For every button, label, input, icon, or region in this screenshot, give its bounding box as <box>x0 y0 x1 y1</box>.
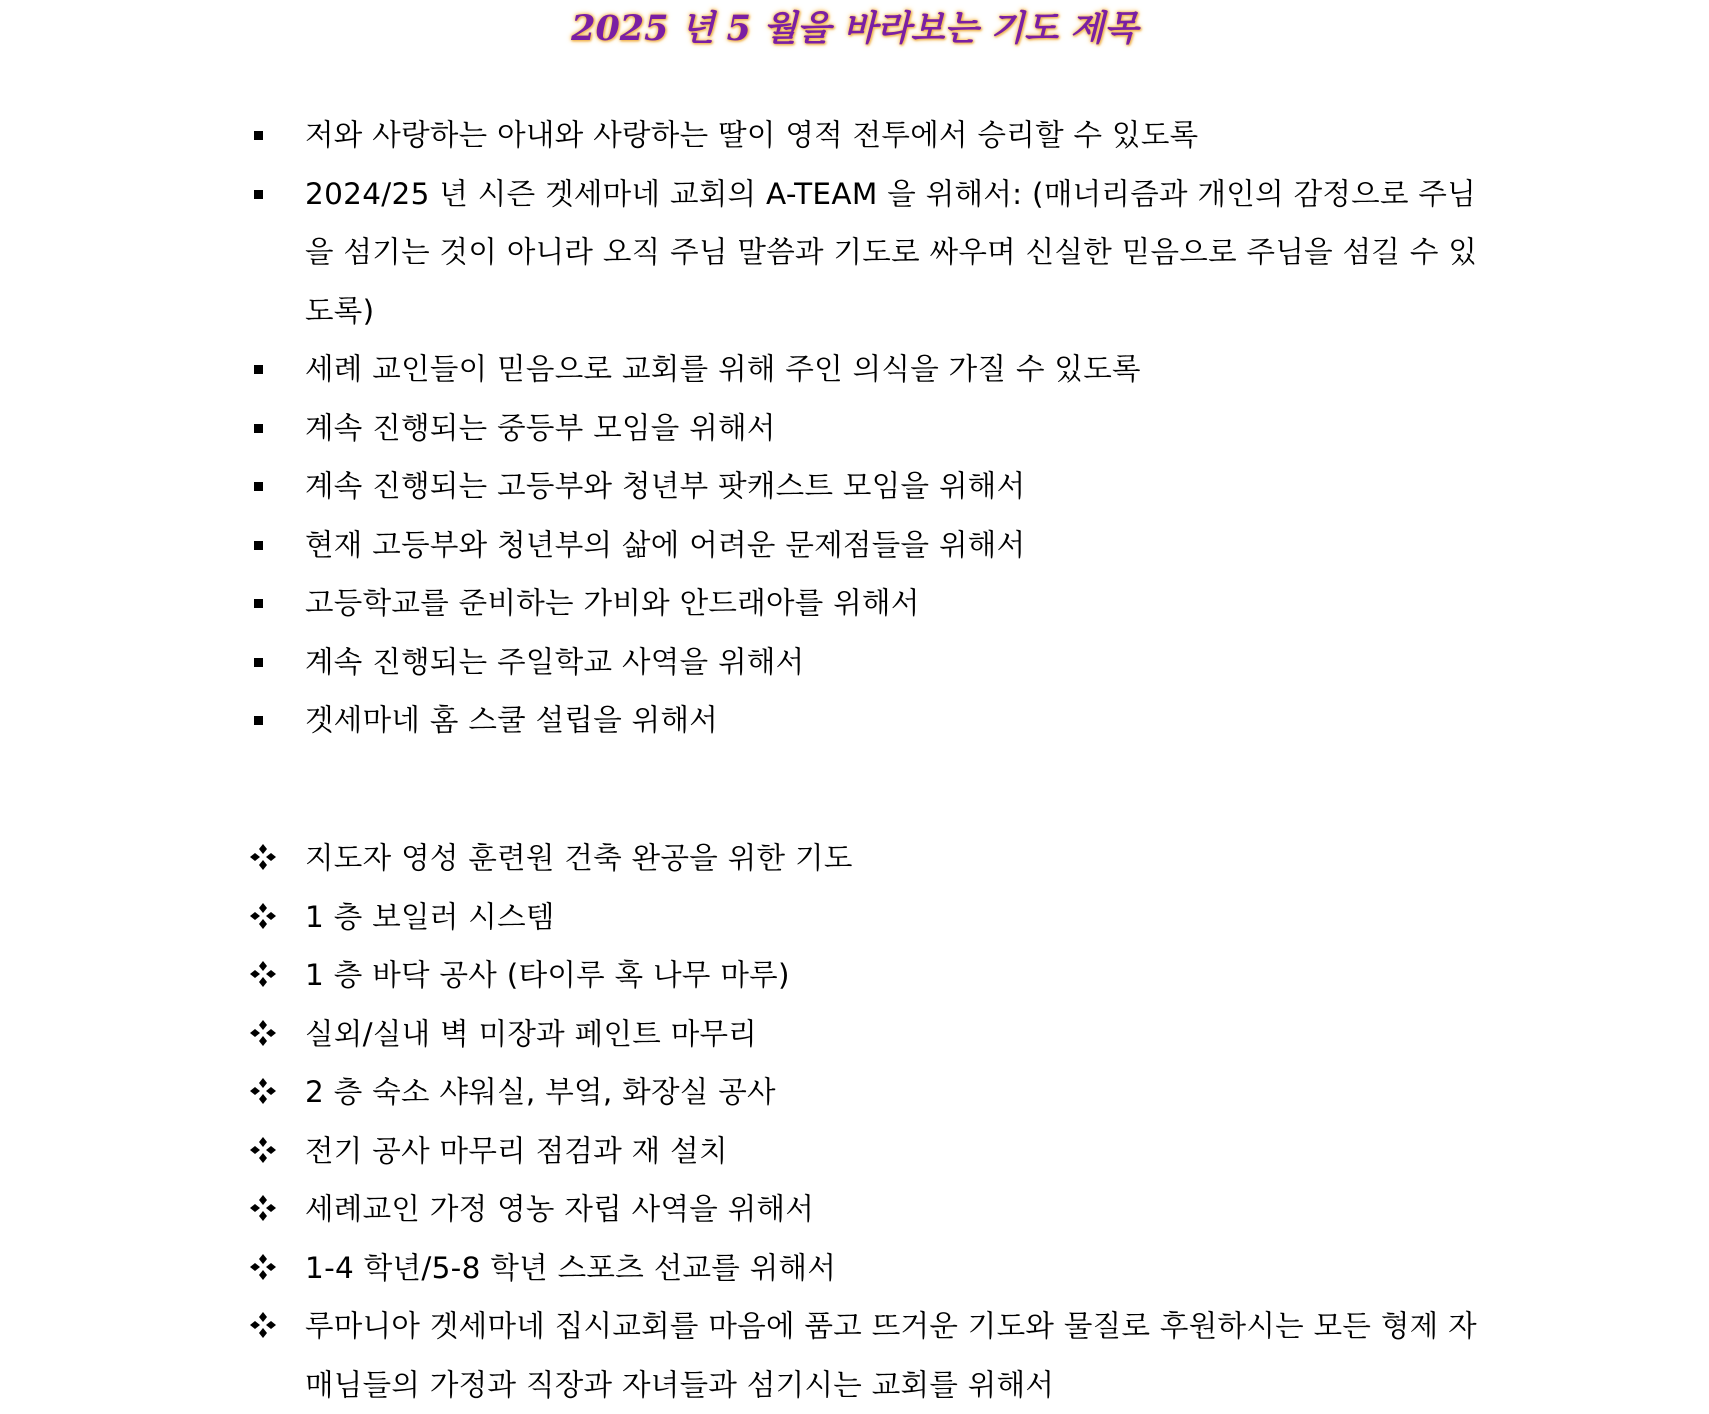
list-item-text: 2024/25 년 시즌 겟세마네 교회의 A-TEAM 을 위해서: (매너리즘과 개인의 감정으로 주님을 섬기는 것이 아니라 오직 주님 말씀과 기도로 싸우며 신실한 믿음으로 주님을 섬길 수 있도록) <box>305 176 1478 328</box>
list-item-text: 계속 진행되는 중등부 모임을 위해서 <box>305 410 776 445</box>
square-bullet-icon <box>254 365 263 374</box>
square-bullet-icon <box>254 482 263 491</box>
list-item <box>252 829 1552 888</box>
square-bullet-icon <box>254 716 263 725</box>
four-diamond-bullet-icon <box>249 1253 277 1281</box>
list-item <box>252 1122 1552 1181</box>
four-diamond-bullet-icon <box>249 1311 277 1339</box>
list-item <box>252 1063 1552 1122</box>
list-item <box>252 1239 1552 1298</box>
list-item <box>252 574 1552 633</box>
list-item-text: 현재 고등부와 청년부의 삶에 어려운 문제점들을 위해서 <box>305 527 1026 562</box>
four-diamond-bullet-icon <box>249 960 277 988</box>
list-item <box>252 633 1552 692</box>
four-diamond-bullet-icon <box>249 843 277 871</box>
prayer-list <box>252 106 1552 750</box>
four-diamond-bullet-icon <box>249 902 277 930</box>
list-item-text: 계속 진행되는 고등부와 청년부 팟캐스트 모임을 위해서 <box>305 469 1026 503</box>
page-title: 2025 년 5 월을 바라보는 기도 제목 <box>571 8 1138 49</box>
list-item-text: 세례교인 가정 영농 자립 사역을 위해서 <box>305 1192 815 1226</box>
list-item-text: 루마니아 겟세마네 집시교회를 마음에 품고 뜨거운 기도와 물질로 후원하시는 모든 형제 자매님들의 가정과 직장과 자녀들과 섬기시는 교회를 위해서 <box>305 1309 1477 1402</box>
list-item <box>252 340 1552 399</box>
square-bullet-icon <box>254 599 263 608</box>
four-diamond-bullet-icon <box>249 1136 277 1164</box>
list-item <box>252 691 1552 750</box>
four-diamond-bullet-icon <box>249 1077 277 1105</box>
list-item-text: 고등학교를 준비하는 가비와 안드래아를 위해서 <box>305 586 920 620</box>
list-item-text: 1 층 보일러 시스템 <box>305 899 555 934</box>
list-item-text: 겟세마네 홈 스쿨 설립을 위해서 <box>305 703 719 737</box>
list-item <box>252 399 1552 458</box>
list-item-text: 1-4 학년/5-8 학년 스포츠 선교를 위해서 <box>305 1250 837 1285</box>
list-item-text: 계속 진행되는 주일학교 사역을 위해서 <box>305 644 805 679</box>
square-bullet-icon <box>254 131 263 140</box>
list-item-text: 세례 교인들이 믿음으로 교회를 위해 주인 의식을 가질 수 있도록 <box>305 352 1141 386</box>
list-item <box>252 165 1495 341</box>
list-item <box>252 1005 1552 1064</box>
list-item-text: 지도자 영성 훈련원 건축 완공을 위한 기도 <box>305 841 853 875</box>
list-item <box>252 946 1552 1005</box>
square-bullet-icon <box>254 541 263 550</box>
four-diamond-bullet-icon <box>249 1194 277 1222</box>
list-item-text: 2 층 숙소 샤워실, 부엌, 화장실 공사 <box>305 1075 776 1109</box>
list-item <box>252 1297 1495 1414</box>
construction-prayer-list <box>252 829 1552 1414</box>
list-item <box>252 1180 1552 1239</box>
list-item <box>252 888 1552 947</box>
list-item-text: 실외/실내 벽 미장과 페인트 마무리 <box>305 1016 758 1051</box>
list-item-text: 1 층 바닥 공사 (타이루 혹 나무 마루) <box>305 958 790 992</box>
list-item-text: 전기 공사 마무리 점검과 재 설치 <box>305 1133 728 1168</box>
list-item-text: 저와 사랑하는 아내와 사랑하는 딸이 영적 전투에서 승리할 수 있도록 <box>305 118 1199 152</box>
four-diamond-bullet-icon <box>249 1019 277 1047</box>
list-item <box>252 516 1552 575</box>
list-item <box>252 106 1552 165</box>
list-item <box>252 457 1552 516</box>
square-bullet-icon <box>254 658 263 667</box>
square-bullet-icon <box>254 424 263 433</box>
square-bullet-icon <box>254 190 263 199</box>
